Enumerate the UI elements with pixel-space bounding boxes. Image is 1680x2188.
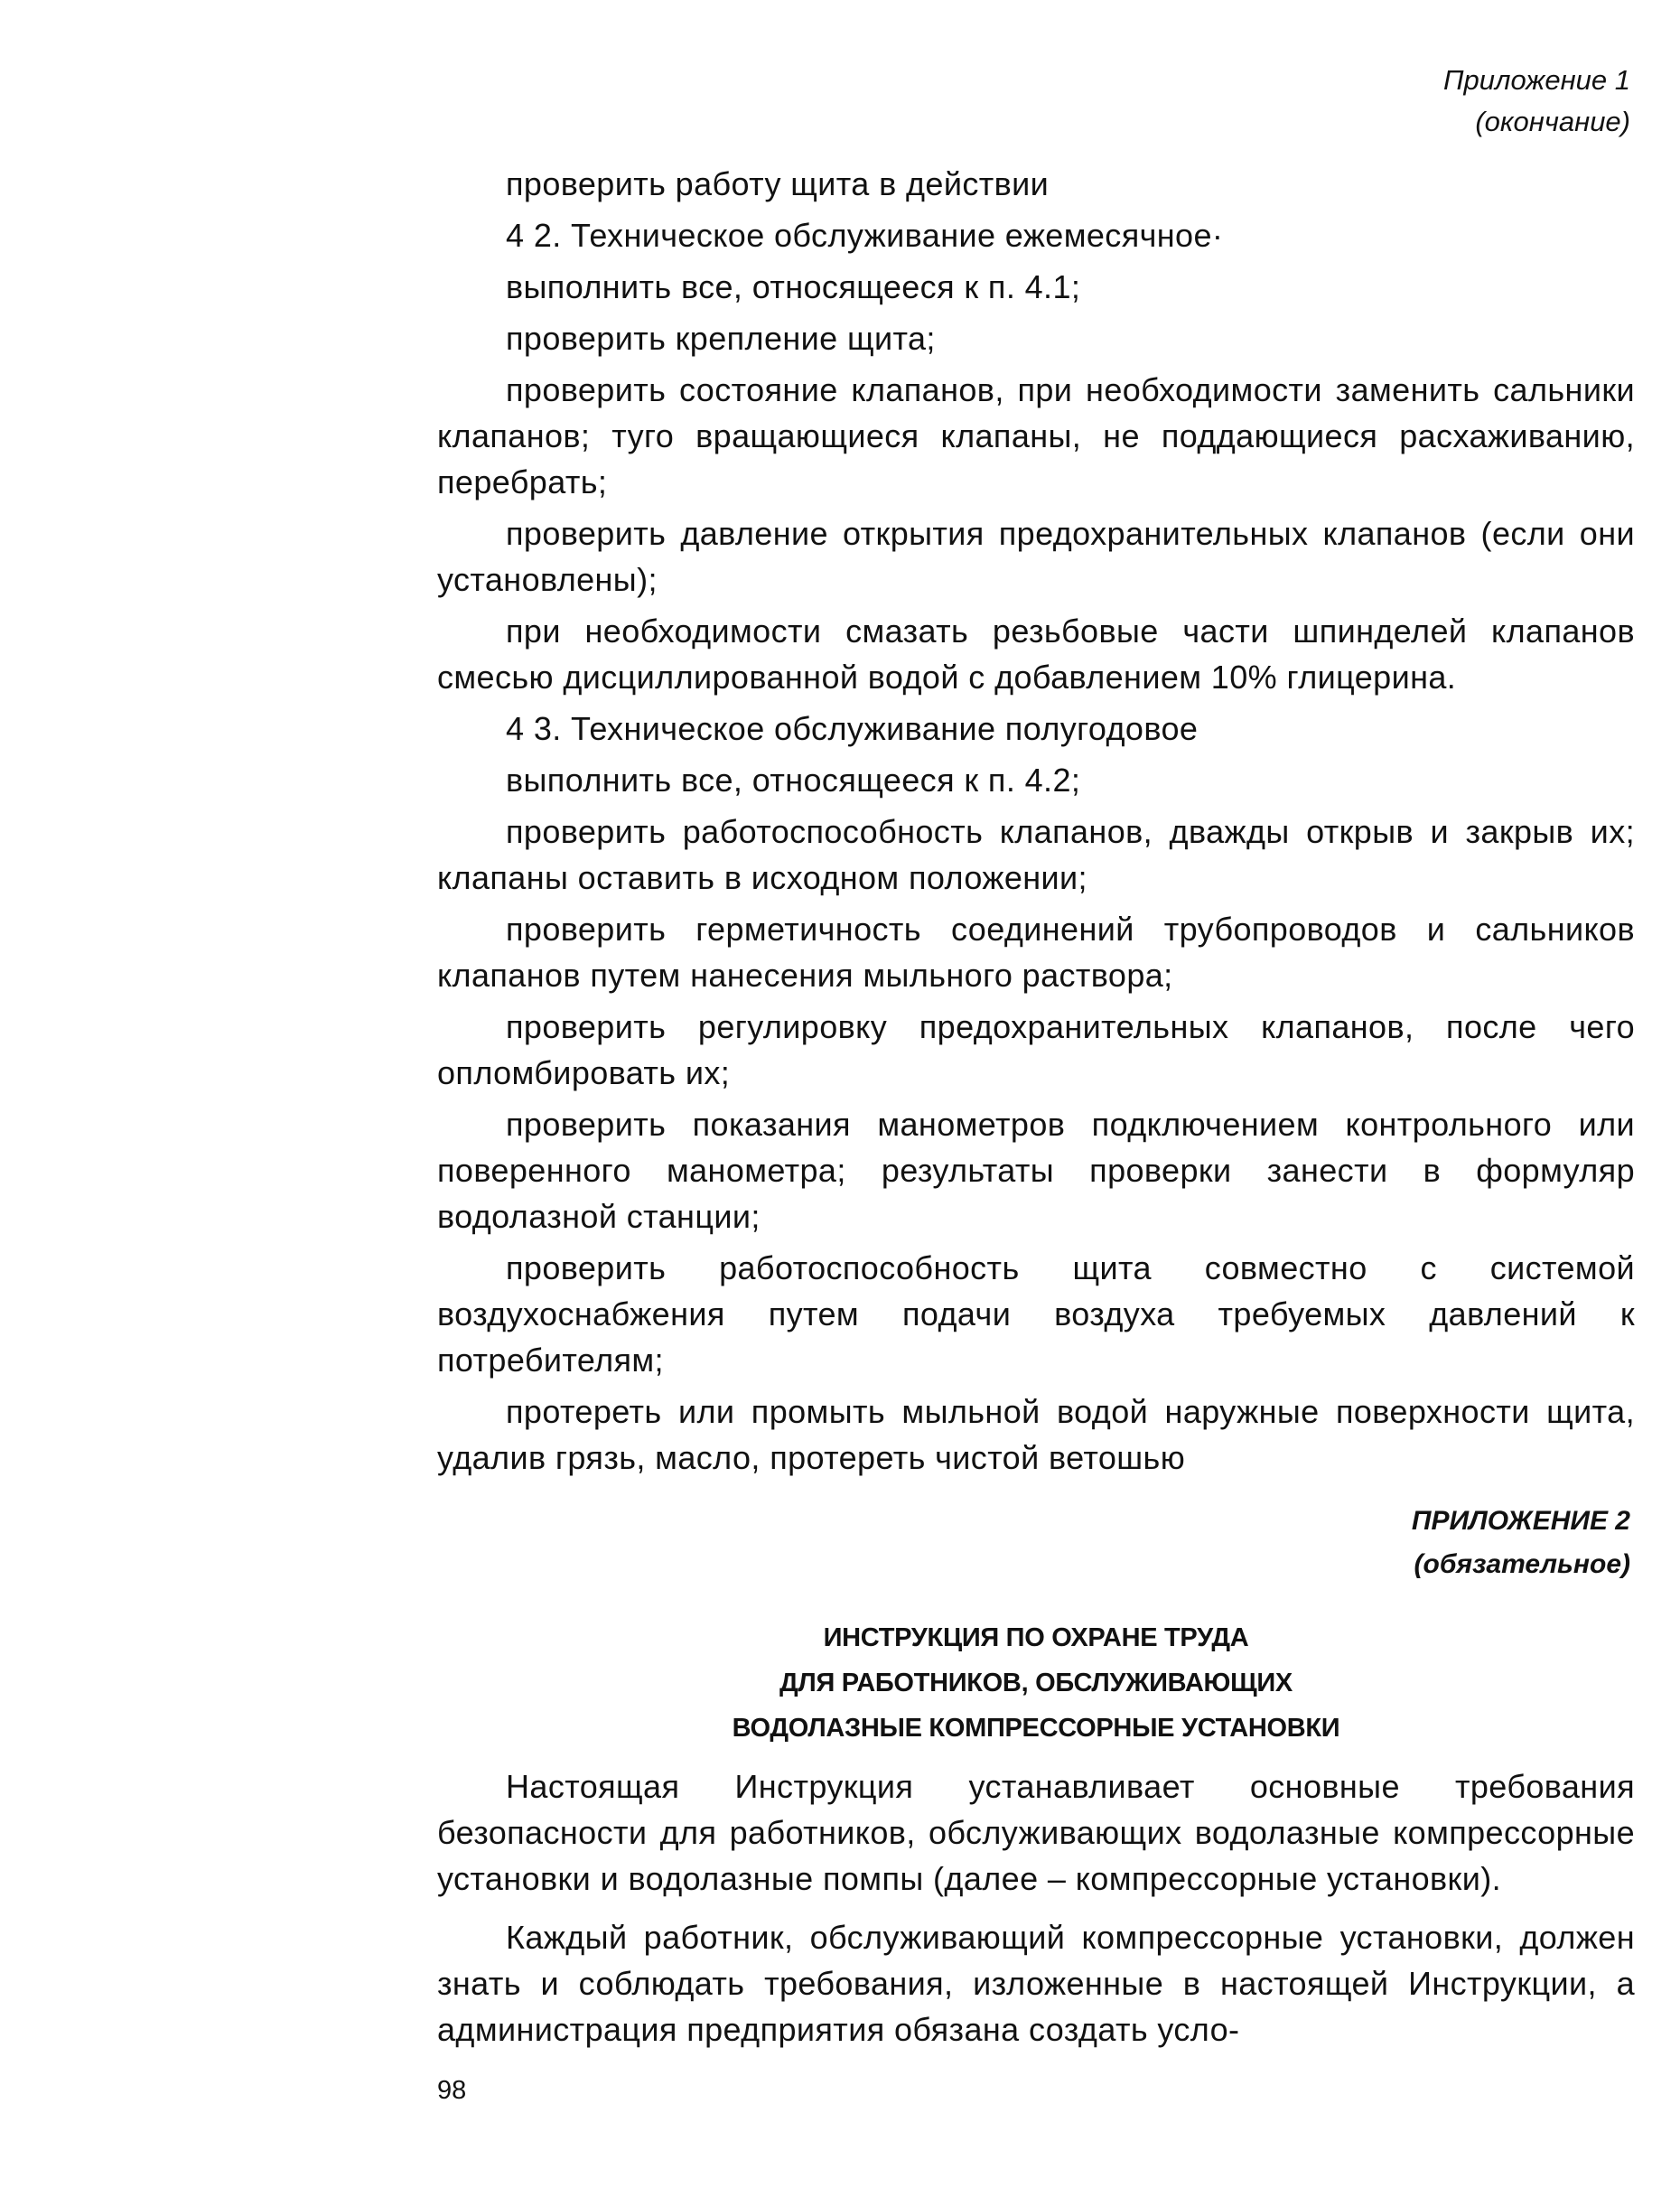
paragraph: проверить показания манометров подключением контрольного или поверенного манометра; результаты проверки занести в формуляр водолазной станции; [437, 1106, 1635, 1235]
paragraph: проверить работоспособность щита совместно с системой воздухоснабжения путем подачи воздуха требуемых давлений к потребителям; [437, 1249, 1635, 1379]
appendix-2-header [1412, 1500, 1630, 1586]
appendix-1-continuation-text [437, 161, 1635, 1486]
appendix-2-note: (обязательное) [1414, 1549, 1630, 1579]
appendix-1-header [1443, 60, 1630, 143]
paragraph: протереть или промыть мыльной водой наружные поверхности щита, удалив грязь, масло, протереть чистой ветошью [437, 1393, 1635, 1476]
paragraph: выполнить все, относящееся к п. 4.1; [506, 268, 1081, 305]
paragraph: проверить регулировку предохранительных клапанов, после чего опломбировать их; [437, 1008, 1635, 1091]
appendix-1-note: (окончание) [1475, 106, 1630, 137]
paragraph: выполнить все, относящееся к п. 4.2; [506, 762, 1081, 799]
paragraph: проверить крепление щита; [506, 320, 936, 357]
title-line: ВОДОЛАЗНЫЕ КОМПРЕССОРНЫЕ УСТАНОВКИ [732, 1714, 1340, 1743]
appendix-1-label: Приложение 1 [1443, 64, 1630, 96]
paragraph: проверить давление открытия предохранительных клапанов (если они установлены); [437, 515, 1635, 598]
page-number: 98 [437, 2076, 467, 2105]
appendix-2-label: ПРИЛОЖЕНИЕ 2 [1411, 1506, 1630, 1536]
paragraph: проверить герметичность соединений трубопроводов и сальников клапанов путем нанесения мыльного раствора; [437, 911, 1635, 994]
section-heading-4-3: 4 3. Техническое обслуживание полугодовое [506, 710, 1199, 747]
paragraph: Каждый работник, обслуживающий компрессорные установки, должен знать и соблюдать требования, изложенные в настоящей Инструкции, а администрация предприятия обязана создать усло- [437, 1919, 1635, 2048]
section-heading-4-2: 4 2. Техническое обслуживание ежемесячное· [506, 217, 1224, 254]
paragraph: Настоящая Инструкция устанавливает основные требования безопасности для работников, обслуживающих водолазные компрессорные установки и водолазные помпы (далее – компрессорные установки). [437, 1768, 1635, 1897]
paragraph: проверить работоспособность клапанов, дважды открыв и закрыв их; клапаны оставить в исходном положении; [437, 813, 1635, 896]
paragraph: проверить состояние клапанов, при необходимости заменить сальники клапанов; туго вращающиеся клапаны, не поддающиеся расхаживанию, перебрать; [437, 371, 1635, 500]
paragraph: проверить работу щита в действии [506, 165, 1050, 202]
title-line: ИНСТРУКЦИЯ ПО ОХРАНЕ ТРУДА [823, 1623, 1249, 1652]
instruction-title [437, 1615, 1635, 1751]
title-line: ДЛЯ РАБОТНИКОВ, ОБСЛУЖИВАЮЩИХ [779, 1669, 1293, 1697]
paragraph: при необходимости смазать резьбовые части шпинделей клапанов смесью дисциллированной водой с добавлением 10% глицерина. [437, 612, 1635, 696]
instruction-body-text [437, 1763, 1635, 2065]
